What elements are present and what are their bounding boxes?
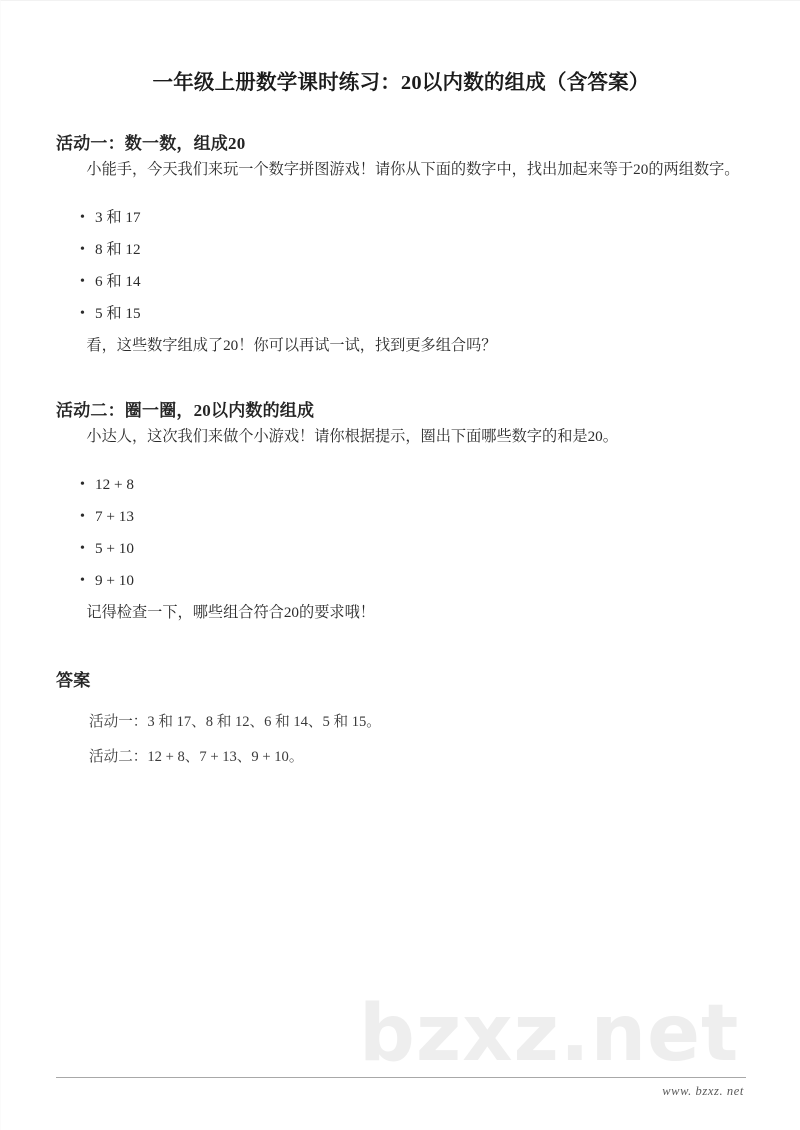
list-item: • 5 和 15 — [1, 298, 800, 330]
list-item: • 5 + 10 — [1, 533, 800, 565]
answer-line-activity-one: 活动一：3 和 17、8 和 12、6 和 14、5 和 15。 — [89, 714, 381, 730]
footer-url: www. bzxz. net — [662, 1084, 744, 1098]
list-item: • 9 + 10 — [1, 565, 800, 597]
watermark: bzxz.net — [359, 989, 740, 1079]
activity-two-heading: 活动二：圈一圈，20以内数的组成 — [56, 401, 315, 420]
activity-one-closing: 看，这些数字组成了20！你可以再试一试，找到更多组合吗？ — [86, 337, 497, 354]
activity-two-list — [1, 469, 800, 597]
activity-one-heading: 活动一：数一数，组成20 — [56, 134, 246, 153]
activity-one-intro: 小能手，今天我们来玩一个数字拼图游戏！请你从下面的数字中，找出加起来等于20的两组数字。 — [86, 161, 740, 178]
list-item: • 3 和 17 — [1, 202, 800, 234]
activity-two-intro: 小达人，这次我们来做个小游戏！请你根据提示，圈出下面哪些数字的和是20。 — [86, 428, 618, 445]
list-item: • 8 和 12 — [1, 234, 800, 266]
answer-line-activity-two: 活动二：12 + 8、7 + 13、9 + 10。 — [89, 749, 304, 765]
page-title: 一年级上册数学课时练习：20以内数的组成（含答案） — [152, 72, 650, 94]
activity-one-list — [1, 202, 800, 330]
list-item: • 6 和 14 — [1, 266, 800, 298]
activity-two-closing: 记得检查一下，哪些组合符合20的要求哦！ — [86, 604, 375, 621]
answers-heading: 答案 — [56, 671, 91, 690]
list-item: • 12 + 8 — [1, 469, 800, 501]
page-footer — [56, 1077, 746, 1099]
list-item: • 7 + 13 — [1, 501, 800, 533]
document-content — [1, 1, 800, 775]
